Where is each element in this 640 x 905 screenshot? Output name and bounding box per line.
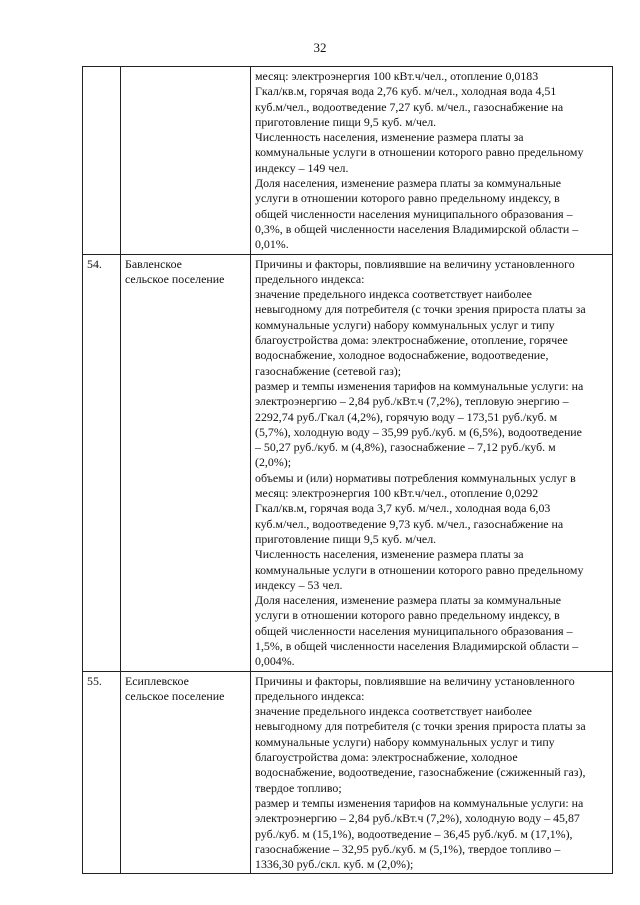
description-cell xyxy=(251,254,613,671)
description-line: благоустройства дома: электроснабжение, отопление, горячее xyxy=(255,333,568,348)
description-line: куб.м/чел., водоотведение 9,73 куб. м/чел., газоснабжение на xyxy=(255,516,564,531)
page-number: 32 xyxy=(313,40,327,55)
description-line: куб.м/чел., водоотведение 7,27 куб. м/чел., газоснабжение на xyxy=(255,99,564,114)
description-line: твердое топливо; xyxy=(255,780,342,795)
description-line: Гкал/кв.м, горячая вода 2,76 куб. м/чел., холодная вода 4,51 xyxy=(255,84,557,99)
settlement-name-line: сельское поселение xyxy=(125,271,225,286)
description-line: руб./куб. м (15,1%), водоотведение – 36,45 руб./куб. м (17,1%), xyxy=(255,826,573,841)
description-line: месяц: электроэнергия 100 кВт.ч/чел., отопление 0,0183 xyxy=(255,69,539,83)
description-line: – 50,27 руб./куб. м (4,8%), газоснабжение – 7,12 руб./куб. м xyxy=(255,440,556,455)
description-line: значение предельного индекса соответствует наиболее xyxy=(255,704,532,719)
settlement-name-cell xyxy=(121,254,251,671)
description-line: общей численности населения муниципального образования – xyxy=(255,206,573,221)
description-line: электроэнергию – 2,84 руб./кВт.ч (7,2%), холодную воду – 45,87 xyxy=(255,811,580,826)
description-line: услуги в отношении которого равно предельному индексу, в xyxy=(255,191,560,206)
table-row xyxy=(83,67,613,255)
description-line: индексу – 53 чел. xyxy=(255,577,343,592)
description-line: электроэнергию – 2,84 руб./кВт.ч (7,2%), тепловую энергию – xyxy=(255,394,569,409)
table-body xyxy=(83,67,613,874)
description-line: Гкал/кв.м, горячая вода 3,7 куб. м/чел., холодная вода 6,03 xyxy=(255,501,551,516)
settlement-name-line: Есиплевское xyxy=(125,673,189,688)
description-line: (5,7%), холодную воду – 35,99 руб./куб. м (6,5%), водоотведение xyxy=(255,424,582,439)
table-row xyxy=(83,254,613,671)
description-line: 1,5%, в общей численности населения Владимирской области – xyxy=(255,638,579,653)
description-line: коммунальные услуги в отношении которого равно предельному xyxy=(255,562,584,577)
description-line: Численность населения, изменение размера платы за xyxy=(255,130,524,145)
description-line: газоснабжение – 32,95 руб./куб. м (5,1%), твердое топливо – xyxy=(255,841,561,856)
description-line: коммунальные услуги) набору коммунальных услуг и типу xyxy=(255,317,555,332)
description-line: общей численности населения муниципального образования – xyxy=(255,623,573,638)
description-line: (2,0%); xyxy=(255,455,291,470)
table-row xyxy=(83,671,613,874)
description-line: Доля населения, изменение размера платы за коммунальные xyxy=(255,593,562,608)
description-line: индексу – 149 чел. xyxy=(255,160,349,175)
description-line: 0,3%, в общей численности населения Владимирской области – xyxy=(255,221,579,236)
description-line: Численность населения, изменение размера платы за xyxy=(255,547,524,562)
description-line: приготовление пищи 9,5 куб. м/чел. xyxy=(255,114,437,129)
description-line: значение предельного индекса соответствует наиболее xyxy=(255,287,532,302)
description-line: предельного индекса: xyxy=(255,688,365,703)
settlement-name-line: сельское поселение xyxy=(125,688,225,703)
description-line: приготовление пищи 9,5 куб. м/чел. xyxy=(255,531,437,546)
row-number-cell: 54. xyxy=(83,254,121,671)
description-line: 0,004%. xyxy=(255,654,295,669)
description-line: Причины и факторы, повлиявшие на величину установленного xyxy=(255,673,575,688)
settlement-name-line: Бавленское xyxy=(125,256,182,271)
description-line: водоснабжение, водоотведение, газоснабжение (сжиженный газ), xyxy=(255,765,586,780)
document-table xyxy=(82,66,613,874)
description-line: 0,01%. xyxy=(255,237,289,252)
description-line: невыгодному для потребителя (с точки зрения прироста платы за xyxy=(255,719,586,734)
description-cell xyxy=(251,671,613,874)
description-line: 1336,30 руб./скл. куб. м (2,0%); xyxy=(255,857,414,872)
description-line: месяц: электроэнергия 100 кВт.ч/чел., отопление 0,0292 xyxy=(255,486,539,501)
description-line: размер и темпы изменения тарифов на коммунальные услуги: на xyxy=(255,378,584,393)
row-number-cell: 55. xyxy=(83,671,121,874)
description-line: газоснабжение (сетевой газ); xyxy=(255,363,402,378)
description-line: водоснабжение, холодное водоснабжение, водоотведение, xyxy=(255,348,549,363)
description-line: коммунальные услуги в отношении которого равно предельному xyxy=(255,145,584,160)
description-line: услуги в отношении которого равно предельному индексу, в xyxy=(255,608,560,623)
description-line: благоустройства дома: электроснабжение, холодное xyxy=(255,750,518,765)
description-line: объемы и (или) нормативы потребления коммунальных услуг в xyxy=(255,470,576,485)
description-line: невыгодному для потребителя (с точки зрения прироста платы за xyxy=(255,302,586,317)
settlement-name-cell xyxy=(121,67,251,255)
description-line: коммунальные услуги) набору коммунальных услуг и типу xyxy=(255,734,555,749)
description-line: Доля населения, изменение размера платы за коммунальные xyxy=(255,176,562,191)
description-line: Причины и факторы, повлиявшие на величину установленного xyxy=(255,256,575,271)
description-line: предельного индекса: xyxy=(255,271,365,286)
row-number-cell xyxy=(83,67,121,255)
description-line: размер и темпы изменения тарифов на коммунальные услуги: на xyxy=(255,795,584,810)
settlement-name-cell xyxy=(121,671,251,874)
description-line: 2292,74 руб./Гкал (4,2%), горячую воду – 173,51 руб./куб. м xyxy=(255,409,558,424)
description-cell xyxy=(251,67,613,255)
